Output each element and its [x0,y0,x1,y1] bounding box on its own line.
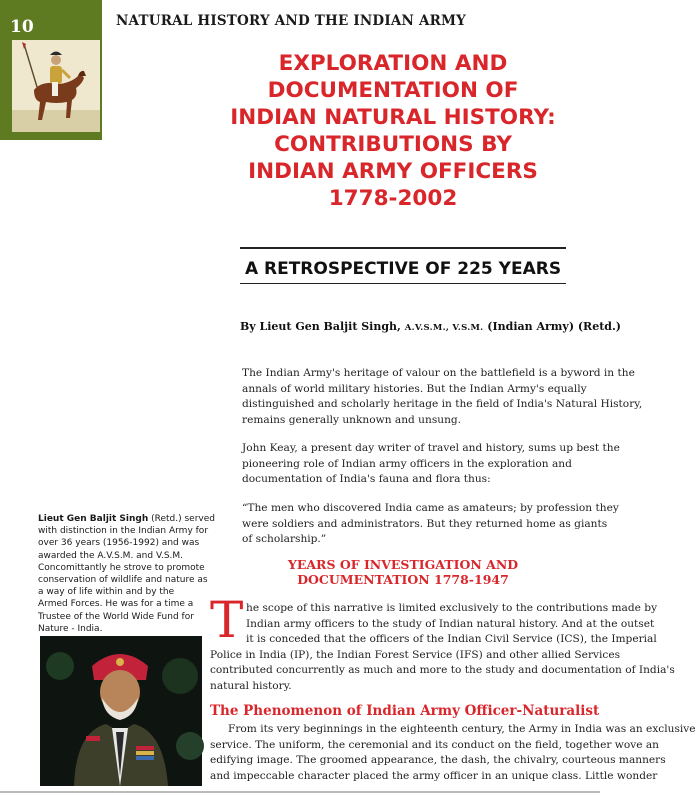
section-heading-phenomenon: The Phenomenon of Indian Army Officer-Naturalist [210,703,600,719]
text-line: were soldiers and administrators. But they returned home as giants [242,517,608,530]
heading-line: DOCUMENTATION 1778-1947 [297,572,509,587]
caption-line: awarded the A.V.S.M. and V.S.M. [38,550,184,561]
heading-line: YEARS OF INVESTIGATION AND [287,557,519,572]
article-title [228,50,558,212]
keay-quote [242,501,619,548]
text-line: “The men who discovered India came as amateurs; by profession they [242,502,619,514]
byline [240,320,622,333]
title-line: INDIAN NATURAL HISTORY: [230,105,556,130]
text-line: it is conceded that the officers of the Indian Civil Service (ICS), the Imperial [246,633,657,645]
text-line: of scholarship.” [242,533,327,545]
text-line: and impeccable character placed the army officer in an unique class. Little wonder [210,769,658,782]
subtitle-bottom-rule [240,283,566,284]
text-line: distinguished and scholarly heritage in the field of India's Natural History, [242,398,643,410]
title-line: DOCUMENTATION OF [267,78,519,103]
running-head: NATURAL HISTORY AND THE INDIAN ARMY [116,13,467,29]
caption-name: Lieut Gen Baljit Singh [38,514,149,524]
author-portrait [40,636,202,786]
caption-line: Trustee of the World Wide Fund for [38,611,194,622]
text-line: contributed concurrently as much and more to the study and documentation of India's [210,664,675,676]
text-line: documentation of India's fauna and flora thus: [242,473,491,485]
corner-green-block [0,0,102,140]
title-line: INDIAN ARMY OFFICERS [248,159,538,184]
cavalry-illustration [12,40,100,132]
byline-honours: A.V.S.M., V.S.M. [404,323,484,333]
article-subtitle: A RETROSPECTIVE OF 225 YEARS [244,259,562,279]
intro-paragraph-2 [242,441,620,488]
title-line: CONTRIBUTIONS BY [274,132,512,157]
intro-paragraph-1 [242,366,643,428]
caption-line: a way of life within and by the [38,587,175,598]
text-line: edifying image. The groomed appearance, the dash, the chivalry, courteous manners [210,754,666,766]
text-line: he scope of this narrative is limited exclusively to the contributions made by [246,602,658,614]
author-caption [38,513,215,635]
byline-service: (Indian Army) (Retd.) [483,320,622,333]
section-1-paragraph [210,601,675,694]
caption-line: Armed Forces. He was for a time a [38,599,194,610]
text-line: natural history. [210,679,292,692]
title-line: EXPLORATION AND [278,51,508,76]
text-line: remains generally unknown and unsung. [242,413,462,426]
caption-line: Concomittantly he strove to promote [38,562,205,573]
section-2-paragraph [210,722,696,784]
text-line: service. The uniform, the ceremonial and its conduct on the field, together wove an [210,738,659,751]
caption-line: conservation of wildlife and nature as [38,575,208,586]
text-line: From its very beginnings in the eighteenth century, the Army in India was an exclusive [228,723,696,735]
page-number: 10 [10,17,34,37]
section-heading-years [242,557,564,587]
dropcap-letter: T [210,591,244,649]
byline-author: By Lieut Gen Baljit Singh, [240,320,405,333]
caption-line: over 36 years (1956-1992) and was [38,538,200,549]
text-line: John Keay, a present day writer of travel and history, sums up best the [242,442,620,454]
caption-line [38,513,215,525]
text-line: Police in India (IP), the Indian Forest Service (IFS) and other allied Services [210,648,621,661]
page-bottom-rule [0,791,600,793]
text-line: Indian army officers to the study of Indian natural history. And at the outset [246,617,655,630]
text-line: annals of world military histories. But the Indian Army's equally [242,382,587,395]
title-line: 1778-2002 [328,186,458,211]
caption-text: (Retd.) served [148,514,215,524]
text-line: The Indian Army's heritage of valour on the battlefield is a byword in the [242,367,635,379]
text-line: pioneering role of Indian army officers in the exploration and [242,457,572,470]
caption-line: Nature - India. [38,623,103,634]
caption-line: with distinction in the Indian Army for [38,526,209,537]
subtitle-top-rule [240,247,566,249]
